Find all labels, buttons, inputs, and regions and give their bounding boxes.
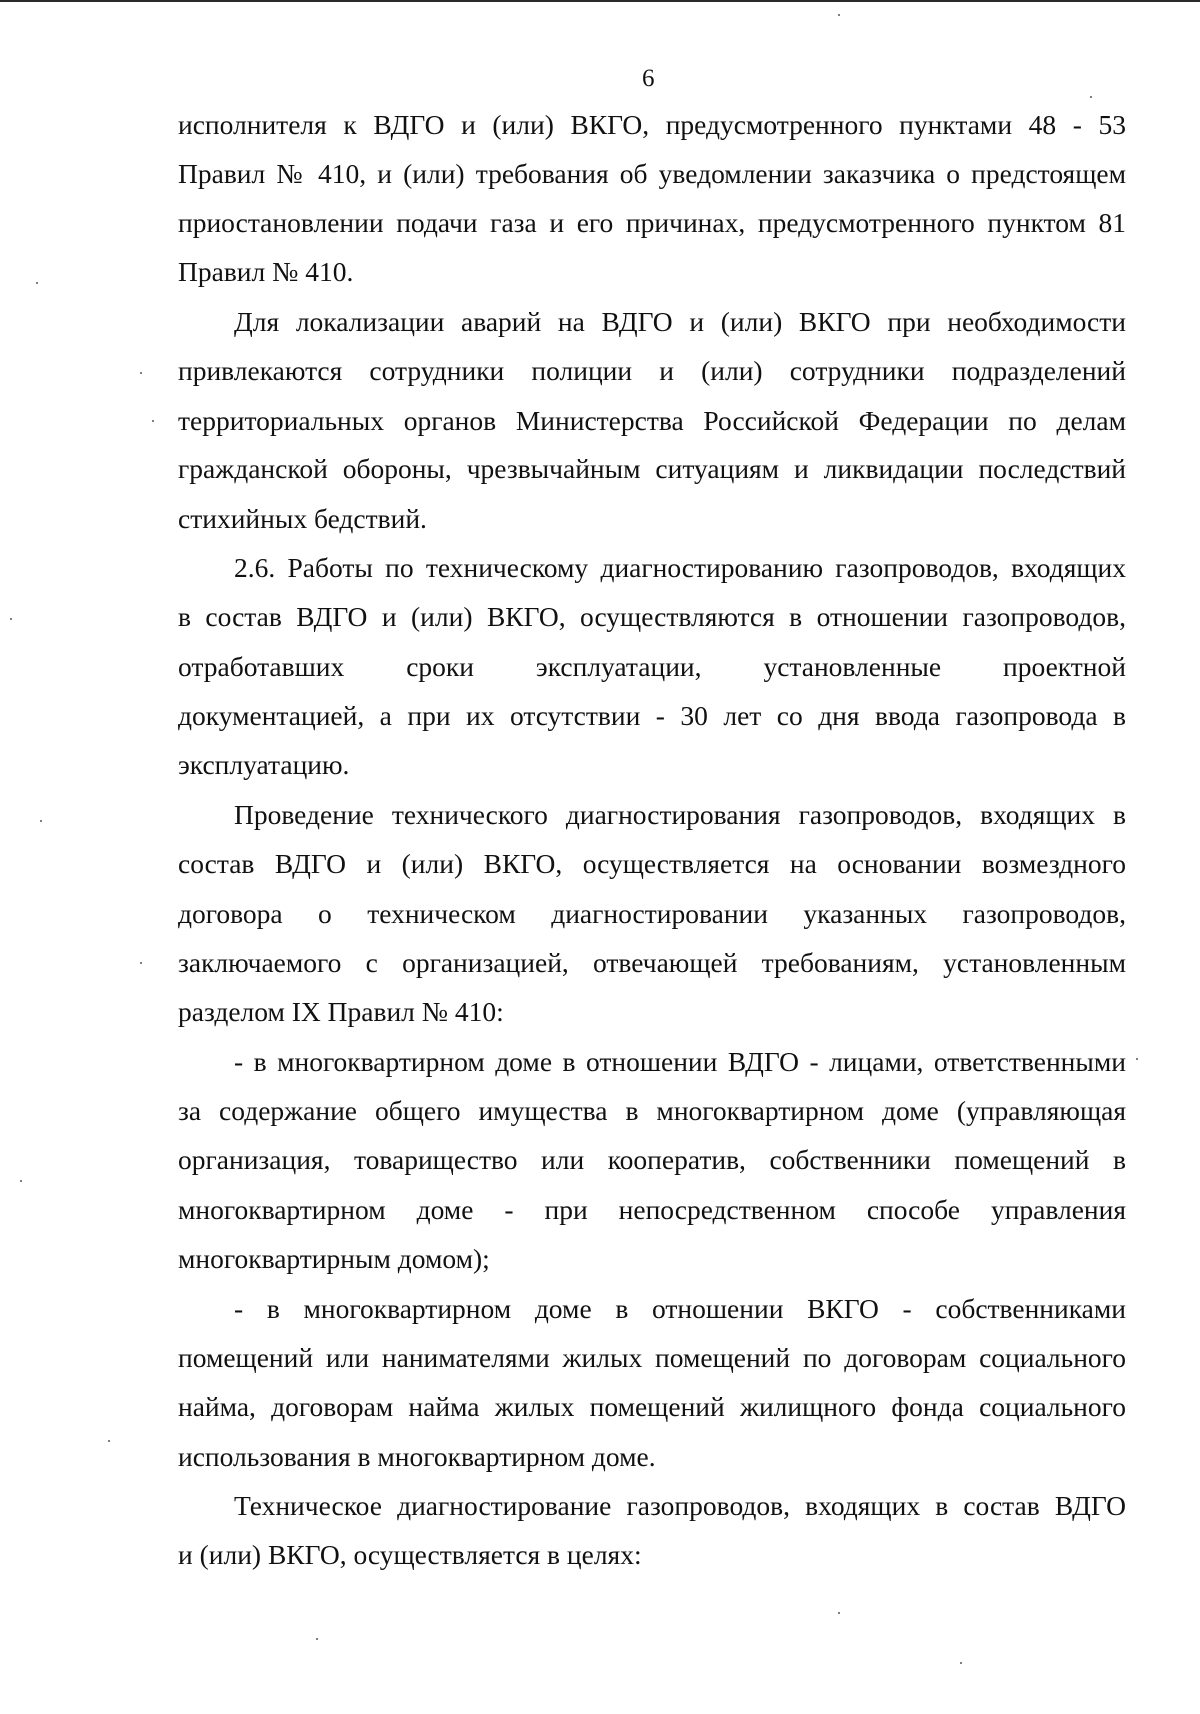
text-line: исполнителя к ВДГО и (или) ВКГО, предусмотренного пунктами 48 - 53	[178, 109, 1126, 140]
text-line: за содержание общего имущества в многоквартирном доме (управляющая	[178, 1095, 1126, 1126]
text-line: стихийных бедствий.	[178, 503, 427, 534]
scan-speck	[10, 618, 12, 620]
text-line: эксплуатацию.	[178, 749, 350, 780]
page-number: 6	[642, 65, 655, 92]
scan-speck	[20, 1180, 22, 1182]
text-line: Правил № 410, и (или) требования об уведомлении заказчика о предстоящем	[178, 158, 1126, 189]
text-line: помещений или нанимателями жилых помещений по договорам социального	[178, 1342, 1126, 1373]
text-line: найма, договорам найма жилых помещений жилищного фонда социального	[178, 1391, 1126, 1422]
text-line: состав ВДГО и (или) ВКГО, осуществляется на основании возмездного	[178, 848, 1126, 879]
scan-speck	[838, 14, 840, 16]
text-line: документацией, а при их отсутствии - 30 лет со дня ввода газопровода в	[178, 700, 1126, 731]
text-line: в состав ВДГО и (или) ВКГО, осуществляются в отношении газопроводов,	[178, 601, 1126, 632]
text-line: многоквартирным домом);	[178, 1243, 490, 1274]
text-line: Правил № 410.	[178, 256, 354, 287]
text-line: использования в многоквартирном доме.	[178, 1441, 656, 1472]
text-line: гражданской обороны, чрезвычайным ситуациям и ликвидации последствий	[178, 453, 1126, 484]
text-line: договора о техническом диагностировании указанных газопроводов,	[178, 898, 1126, 929]
scan-speck	[40, 820, 42, 822]
text-line: разделом IX Правил № 410:	[178, 996, 504, 1027]
text-line: приостановлении подачи газа и его причинах, предусмотренного пунктом 81	[178, 207, 1126, 238]
scan-speck	[316, 1638, 318, 1640]
scan-speck	[1090, 96, 1092, 98]
text-line: многоквартирном доме - при непосредственном способе управления	[178, 1194, 1126, 1225]
text-line: территориальных органов Министерства Российской Федерации по делам	[178, 405, 1126, 436]
text-line: Для локализации аварий на ВДГО и (или) ВКГО при необходимости	[234, 306, 1126, 337]
text-line: Техническое диагностирование газопроводов, входящих в состав ВДГО	[234, 1490, 1126, 1521]
text-line: отработавших сроки эксплуатации, установленные проектной	[178, 651, 1126, 682]
scan-speck	[1136, 1058, 1138, 1060]
scan-speck	[960, 1662, 962, 1664]
scan-speck	[140, 372, 142, 374]
scan-speck	[108, 1440, 110, 1442]
scan-speck	[140, 962, 142, 964]
text-line: привлекаются сотрудники полиции и (или) сотрудники подразделений	[178, 355, 1126, 386]
scan-speck	[36, 282, 38, 284]
text-line: - в многоквартирном доме в отношении ВКГО - собственниками	[234, 1293, 1126, 1324]
scan-top-edge	[0, 0, 1200, 2]
text-line: организация, товарищество или кооператив, собственники помещений в	[178, 1144, 1126, 1175]
text-line: и (или) ВКГО, осуществляется в целях:	[178, 1539, 642, 1570]
scan-speck	[152, 420, 154, 422]
text-line: Проведение технического диагностирования газопроводов, входящих в	[234, 799, 1126, 830]
scan-speck	[838, 1612, 840, 1614]
text-line: 2.6. Работы по техническому диагностированию газопроводов, входящих	[234, 552, 1126, 583]
text-line: - в многоквартирном доме в отношении ВДГО - лицами, ответственными	[234, 1046, 1126, 1077]
text-line: заключаемого с организацией, отвечающей требованиям, установленным	[178, 947, 1126, 978]
